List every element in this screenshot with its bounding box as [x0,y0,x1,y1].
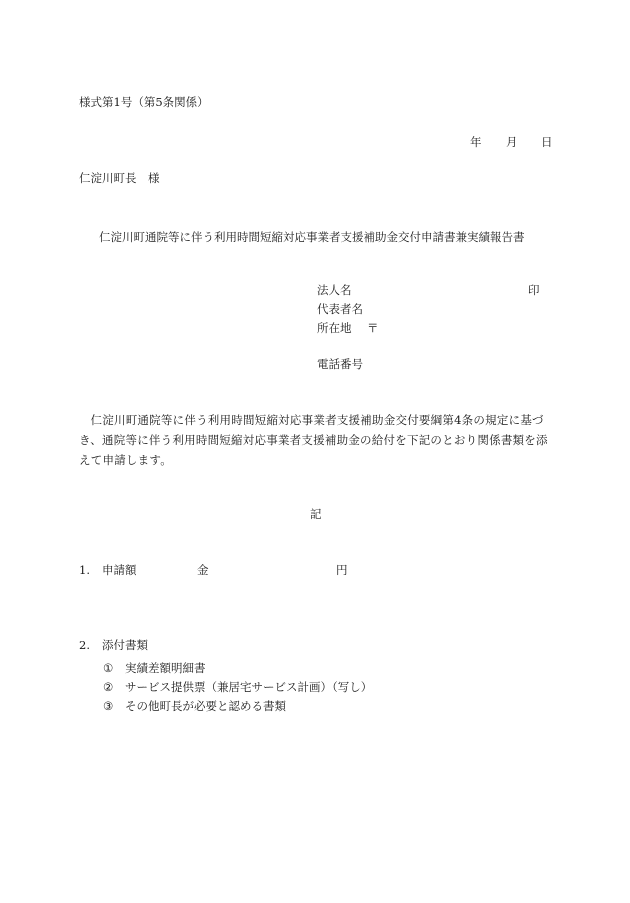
address-label: 所在地 [317,321,352,335]
item1-kin: 金 [197,563,209,577]
date-year-label: 年 [470,135,482,149]
seal-mark: 印 [528,283,540,297]
attachment-mark: ③ [103,699,114,713]
attachment-mark: ① [103,661,114,675]
attachment-text: サービス提供票（兼居宅サービス計画）（写し） [125,680,373,694]
list-item [103,659,372,678]
document-title: 仁淀川町通院等に伴う利用時間短縮対応事業者支援補助金交付申請書兼実績報告書 [99,230,525,244]
item2-label: 添付書類 [102,638,148,652]
item1-label: 申請額 [102,563,137,577]
representative-label: 代表者名 [317,302,363,316]
postal-mark: 〒 [367,321,379,335]
attachment-list [103,659,372,716]
application-statement: 仁淀川町通院等に伴う利用時間短縮対応事業者支援補助金交付要綱第4条の規定に基づき、通院等に伴う利用時間短縮対応事業者支援補助金の給付を下記のとおり関係書類を添えて申請します。 [79,413,548,467]
addressee: 仁淀川町長 様 [79,171,160,185]
attachment-text: 実績差額明細書 [125,661,206,675]
form-number: 様式第1号（第5条関係） [79,95,209,109]
item2-number: 2. [79,638,90,652]
phone-label: 電話番号 [317,357,363,371]
list-item [103,697,372,716]
ki-heading: 記 [310,507,322,521]
item1-yen: 円 [336,563,348,577]
item1-number: 1. [79,563,90,577]
list-item [103,678,372,697]
date-month-label: 月 [506,135,518,149]
attachment-text: その他町長が必要と認める書類 [125,699,286,713]
corp-name-label: 法人名 [317,283,352,297]
date-day-label: 日 [541,135,553,149]
attachment-mark: ② [103,680,114,694]
